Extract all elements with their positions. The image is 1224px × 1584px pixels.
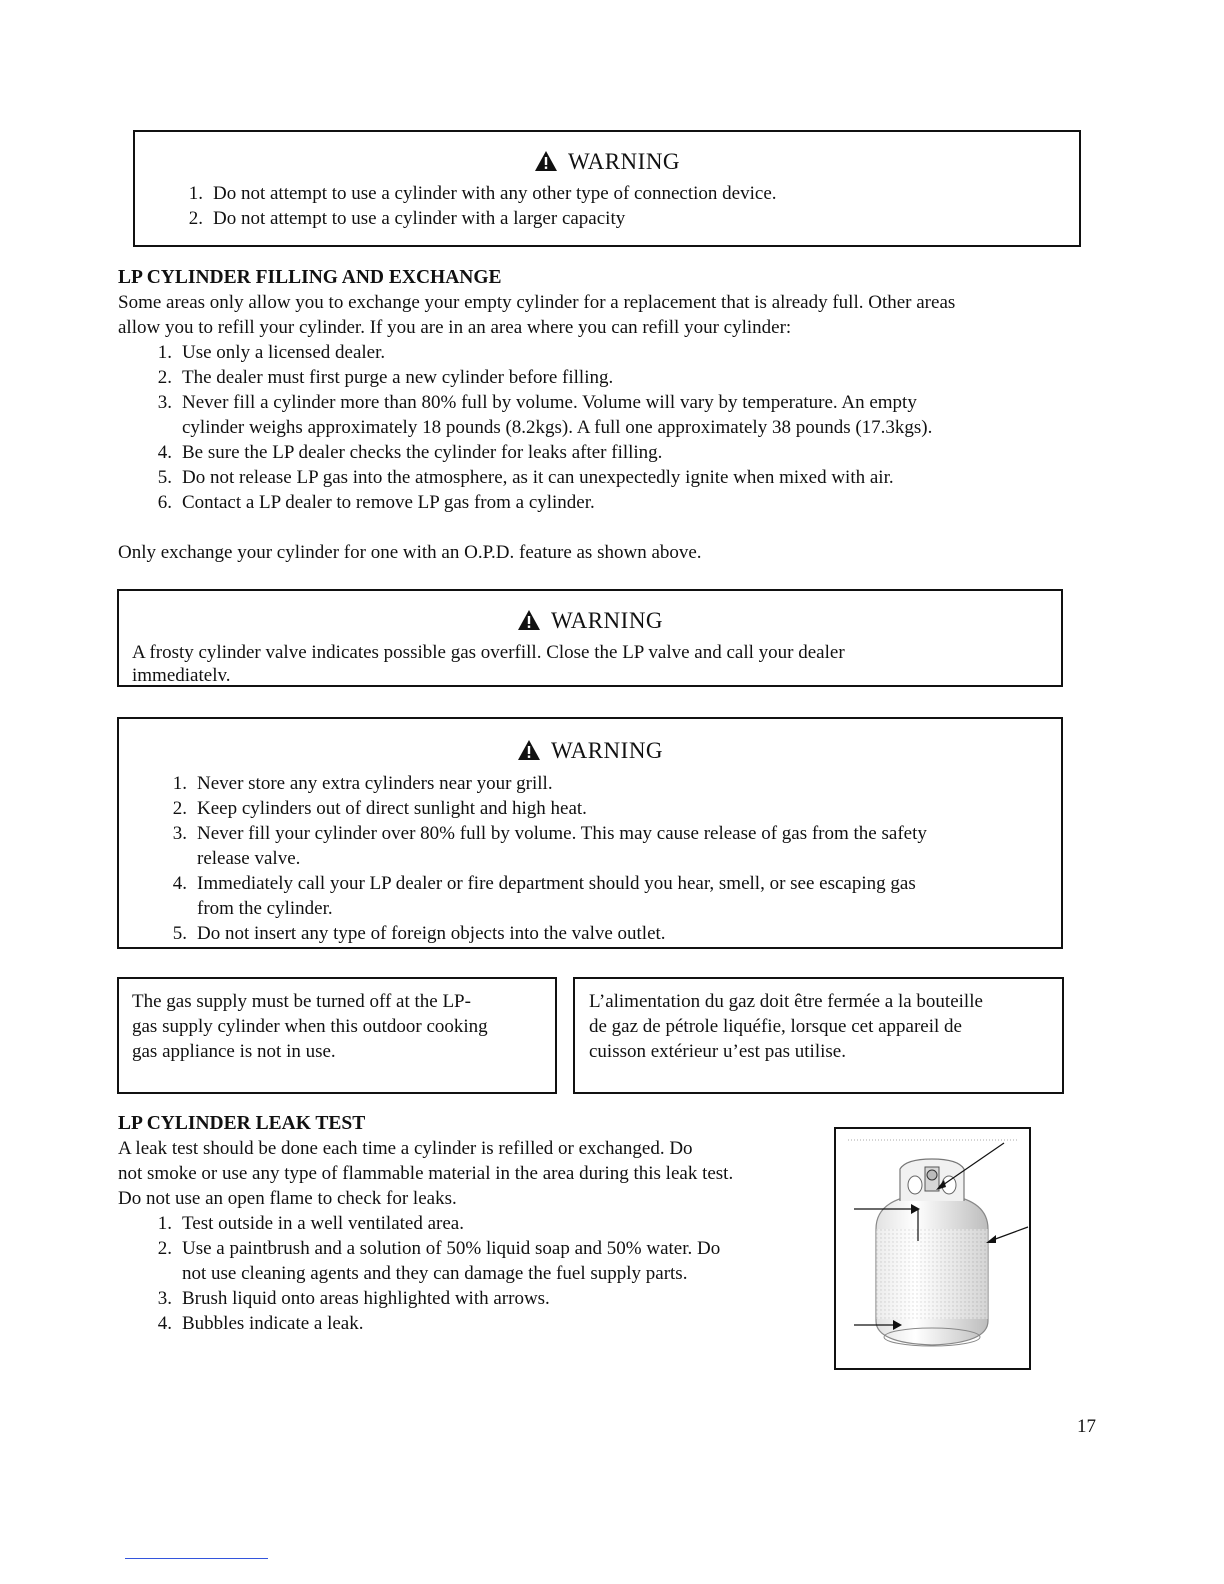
list-item: 3. Never fill a cylinder more than 80% full by volume. Volume will vary by temperature. An empty cylinder weighs approximately 18 pounds (8.2kgs). A full one approximately 38 pounds (17.3kgs). [157,392,933,438]
section-heading-filling: LP CYLINDER FILLING AND EXCHANGE [118,267,502,288]
list-item: 4. Bubbles indicate a leak. [157,1313,364,1334]
warning-title: WARNING [119,607,1061,638]
warning-box-frosty-valve [117,589,1063,687]
list-item: 5. Do not insert any type of foreign objects into the valve outlet. [172,923,666,944]
list-item: 1. Use only a licensed dealer. [157,342,386,363]
list-item: 3. Never fill your cylinder over 80% full by volume. This may cause release of gas from the safety release valve. [172,823,927,869]
list-item: 4. Be sure the LP dealer checks the cylinder for leaks after filling. [157,442,663,463]
list-item: 4. Immediately call your LP dealer or fire department should you hear, smell, or see escaping gas from the cylinder. [172,873,916,919]
list-item: 5. Do not release LP gas into the atmosphere, as it can unexpectedly ignite when mixed with air. [157,467,894,488]
lp-cylinder-figure [834,1127,1031,1370]
leak-intro: A leak test should be done each time a cylinder is refilled or exchanged. Do not smoke or use any type of flammable material in the area during this leak test. Do not use an open flame to check for leaks. [118,1138,734,1209]
notice-box-french: L’alimentation du gaz doit être fermée a la bouteille de gaz de pétrole liquéfie, lorsque cet appareil de cuisson extérieur u’est pas utilise. [573,977,1064,1094]
list-item: 2. Use a paintbrush and a solution of 50% liquid soap and 50% water. Do not use cleaning agents and they can damage the fuel supply parts. [157,1238,721,1284]
page-number: 17 [1077,1416,1096,1437]
list-item: 2. The dealer must first purge a new cylinder before filling. [157,367,614,388]
opd-note: Only exchange your cylinder for one with an O.P.D. feature as shown above. [118,542,702,563]
warning-list [188,181,1079,231]
list-item: 1. Do not attempt to use a cylinder with any other type of connection device. [188,183,777,204]
warning-triangle-icon [534,150,558,179]
footer-rule [125,1558,268,1559]
filling-steps-list [157,340,933,515]
warning-title: WARNING [119,737,1061,768]
list-item: 1. Test outside in a well ventilated area. [157,1213,464,1234]
list-item: 3. Brush liquid onto areas highlighted with arrows. [157,1288,550,1309]
warning-text: A frosty cylinder valve indicates possible gas overfill. Close the LP valve and call your dealer immediatelv. [132,642,845,686]
section-heading-leak-test: LP CYLINDER LEAK TEST [118,1113,366,1134]
notice-box-english: The gas supply must be turned off at the LP- gas supply cylinder when this outdoor cooking gas appliance is not in use. [117,977,557,1094]
list-item: 2. Do not attempt to use a cylinder with a larger capacity [188,208,626,229]
leak-steps-list [157,1211,721,1336]
list-item: 1. Never store any extra cylinders near your grill. [172,773,553,794]
warning-list [172,771,1061,946]
warning-title: WARNING [135,148,1079,179]
filling-intro: Some areas only allow you to exchange your empty cylinder for a replacement that is already full. Other areas allow you to refill your cylinder. If you are in an area where you can refill your cylinder: [118,292,956,338]
list-item: 6. Contact a LP dealer to remove LP gas from a cylinder. [157,492,595,513]
list-item: 2. Keep cylinders out of direct sunlight and high heat. [172,798,587,819]
propane-cylinder-illustration [836,1129,1029,1368]
warning-box-connection [133,130,1081,247]
warning-box-storage [117,717,1063,949]
warning-triangle-icon [517,739,541,768]
warning-triangle-icon [517,609,541,638]
